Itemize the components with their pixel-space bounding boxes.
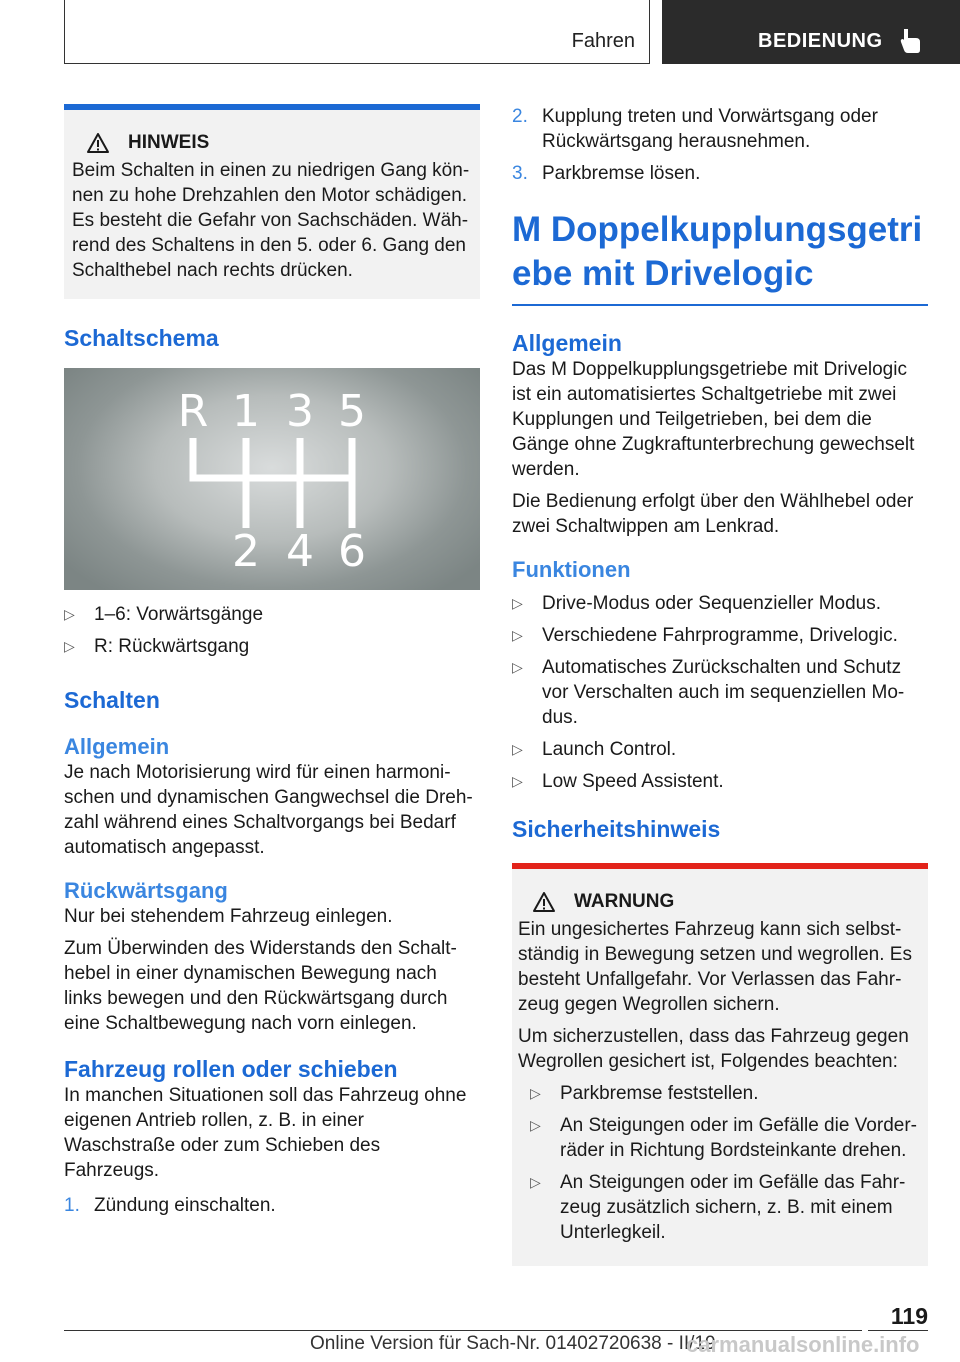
section-title: M Doppelkupplungsgetriebe mit Drivelogic — [512, 208, 928, 306]
header-section-box — [64, 0, 650, 64]
warning-triangle-icon — [532, 891, 556, 913]
notice-text: Beim Schalten in einen zu niedrigen Gang können zu hohe Drehzahlen den Motor schädigen. Es besteht die Gefahr von Sachschäden. Während des Schaltens in den 5. oder 6. Gang den Schalthebel nach rechts drücken. — [72, 160, 470, 281]
funktionen-list — [512, 591, 928, 794]
gear-label-2: 2 — [232, 526, 260, 577]
header-chapter-label: BEDIENUNG — [758, 30, 883, 52]
list-item: ▷ Verschiedene Fahrprogramme, Drivelogic. — [512, 625, 898, 646]
list-item: ▷ R: Rückwärtsgang — [64, 636, 250, 657]
gear-label-4: 4 — [286, 526, 314, 577]
list-item: ▷ Drive-Modus oder Sequenzieller Modus. — [512, 593, 881, 614]
list-marker-icon: ▷ — [530, 1117, 541, 1133]
list-marker-icon: ▷ — [530, 1174, 541, 1190]
dkg-allgemein-text-2: Die Bedienung erfolgt über den Wählhebel oder zwei Schaltwippen am Lenkrad. — [512, 491, 914, 537]
list-item: ▷ An Steigungen oder im Gefälle die Vorderräder in Richtung Bordsteinkante drehen. — [530, 1115, 917, 1161]
dkg-allgemein-text-1: Das M Doppelkupplungsgetriebe mit Drivelogic ist ein automatisiertes Schaltgetriebe mit zwei Kupplungen und Teilgetrieben, bei dem die Gänge ohne Zugkraftunterbrechung gewechselt werden. — [512, 359, 915, 480]
footer-online-version: Online Version für Sach-Nr. 01402720638 - II/19 — [310, 1333, 716, 1354]
rueckwaertsgang-heading: Rückwärtsgang — [64, 878, 228, 903]
gear-label-3: 3 — [286, 386, 314, 437]
list-item: ▷ Launch Control. — [512, 739, 677, 760]
page-number: 119 — [890, 1303, 928, 1329]
rueckwaertsgang-text-2: Zum Überwinden des Widerstands den Schalthebel in einer dynamischen Bewegung nach links bewegen und den Rückwärtsgang durch eine Schaltbewegung nach vorn einlegen. — [64, 938, 457, 1034]
rollen-steps-continued — [512, 104, 928, 186]
shift-pattern-list — [64, 602, 480, 659]
allgemein-heading: Allgemein — [64, 734, 170, 759]
notice-box — [64, 104, 480, 299]
gear-label-r: R — [177, 386, 209, 437]
list-item: ▷ An Steigungen oder im Gefälle das Fahrzeug zusätzlich sichern, z. B. mit einem Unterlegkeil. — [530, 1172, 906, 1243]
schalten-heading: Schalten — [64, 687, 160, 713]
warning-text-1: Ein ungesichertes Fahrzeug kann sich selbstständig in Bewegung setzen und wegrollen. Es besteht Unfallgefahr. Vor Verlassen das Fahrzeug gegen Wegrollen sichern. — [518, 919, 912, 1015]
footer-divider-right — [868, 1330, 928, 1331]
rueckwaertsgang-text-1: Nur bei stehendem Fahrzeug einlegen. — [64, 906, 393, 927]
list-marker-icon: ▷ — [512, 627, 523, 643]
list-marker-icon: ▷ — [64, 638, 75, 654]
warning-box — [512, 863, 928, 1266]
warning-text-2: Um sicherzustellen, dass das Fahrzeug gegen Wegrollen gesichert ist, Folgendes beachten: — [518, 1026, 909, 1072]
list-item: ▷ Low Speed Assistent. — [512, 771, 724, 792]
list-item: ▷ Automatisches Zurückschalten und Schutz vor Verschalten auch im sequenziellen Modus. — [512, 657, 905, 728]
list-item: 3. Parkbremse lösen. — [512, 163, 701, 184]
gear-label-5: 5 — [338, 386, 366, 437]
gear-label-6: 6 — [338, 526, 366, 577]
warning-triangle-icon — [86, 132, 110, 154]
list-item: 2. Kupplung treten und Vorwärtsgang oder Rückwärtsgang herausnehmen. — [512, 106, 878, 152]
left-column — [64, 104, 480, 1225]
list-marker-icon: ▷ — [512, 773, 523, 789]
watermark: carmanualsonline.info — [686, 1332, 920, 1357]
list-marker-icon: ▷ — [530, 1085, 541, 1101]
rollen-heading: Fahrzeug rollen oder schieben — [64, 1056, 398, 1082]
right-column — [512, 104, 928, 1266]
rollen-text: In manchen Situationen soll das Fahrzeug ohne eigenen Antrieb rollen, z. B. in einer Waschstraße oder zum Schieben des Fahrzeugs. — [64, 1085, 467, 1181]
dkg-allgemein-heading: Allgemein — [512, 330, 622, 356]
pointing-hand-icon — [898, 26, 922, 54]
list-marker-icon: ▷ — [512, 595, 523, 611]
gear-label-1: 1 — [232, 386, 260, 437]
allgemein-text: Je nach Motorisierung wird für einen harmonischen und dynamischen Gangwechsel die Drehzahl während eines Schaltvorgangs bei Bedarf automatisch angepasst. — [64, 762, 473, 858]
rollen-steps — [64, 1193, 480, 1218]
header-chapter-box — [662, 0, 960, 64]
funktionen-heading: Funktionen — [512, 557, 631, 582]
header-section-label: Fahren — [571, 30, 635, 52]
shift-pattern-image — [64, 368, 480, 590]
warning-list — [518, 1081, 922, 1245]
list-marker-icon: ▷ — [64, 606, 75, 622]
warning-title: WARNUNG — [574, 891, 675, 912]
schaltschema-heading: Schaltschema — [64, 325, 219, 351]
list-item: 1. Zündung einschalten. — [64, 1195, 276, 1216]
list-marker-icon: ▷ — [512, 659, 523, 675]
sicherheitshinweis-heading: Sicherheitshinweis — [512, 816, 721, 842]
list-item: ▷ Parkbremse feststellen. — [530, 1083, 759, 1104]
footer-divider — [64, 1330, 862, 1331]
notice-title: HINWEIS — [128, 132, 210, 153]
list-item: ▷ 1–6: Vorwärtsgänge — [64, 604, 264, 625]
shift-gate-lines — [193, 438, 352, 528]
list-marker-icon: ▷ — [512, 741, 523, 757]
